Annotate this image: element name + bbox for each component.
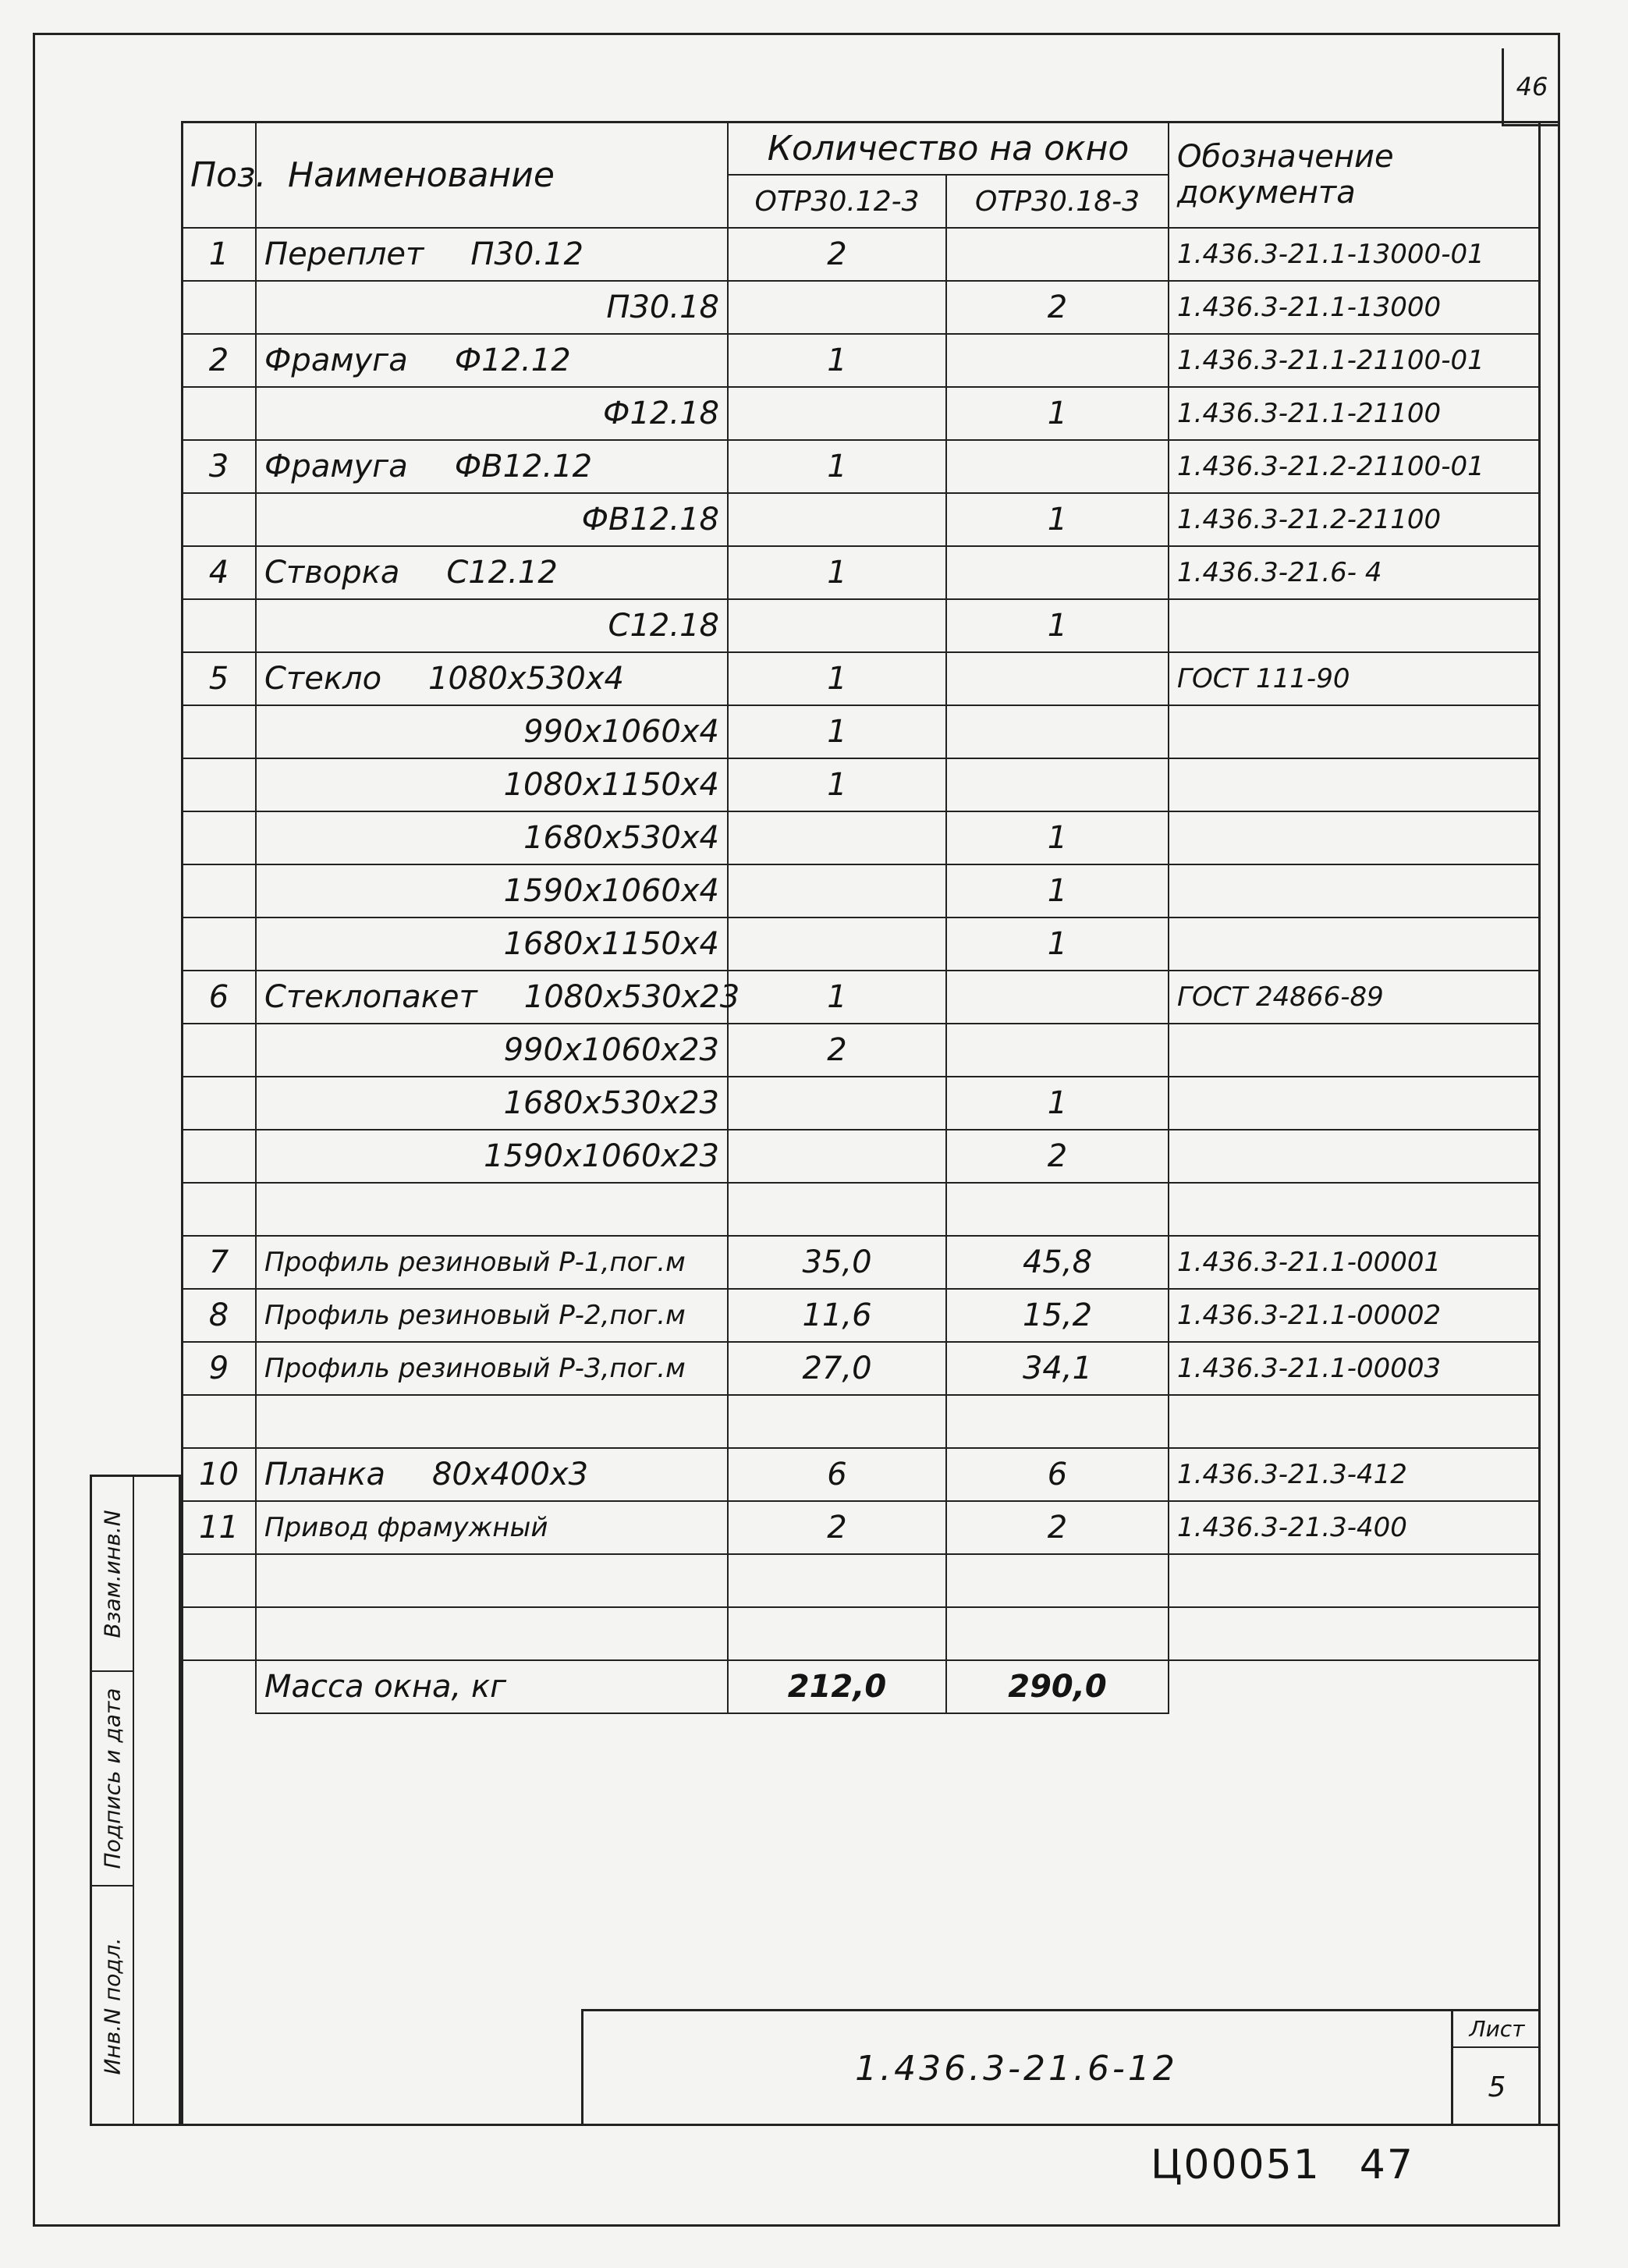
mass-q1: 212,0 bbox=[728, 1660, 946, 1713]
cell-qty-q1 bbox=[728, 281, 946, 334]
cell-qty-q2 bbox=[946, 971, 1169, 1024]
table-row bbox=[182, 1501, 1539, 1554]
item-mark: 1590x1060x23 bbox=[484, 1138, 719, 1174]
item-mark: 1590x1060x4 bbox=[503, 873, 719, 909]
table-row bbox=[182, 599, 1539, 652]
cell-qty-q1 bbox=[728, 599, 946, 652]
header-qty: Количество на окно bbox=[728, 122, 1169, 175]
table-row bbox=[182, 493, 1539, 546]
table-row bbox=[182, 228, 1539, 281]
table-row bbox=[182, 1607, 1539, 1660]
table-row bbox=[182, 1024, 1539, 1077]
cell-doc bbox=[1169, 1024, 1539, 1077]
specification-table bbox=[181, 121, 1540, 1714]
cell-pos bbox=[182, 387, 256, 440]
header-qty-col2: ОТР30.18-3 bbox=[946, 175, 1169, 228]
cell-doc: 1.436.3-21.1-21100 bbox=[1169, 387, 1539, 440]
header-pos: Поз. bbox=[182, 122, 256, 228]
table-row bbox=[182, 546, 1539, 599]
cell-doc: 1.436.3-21.1-00003 bbox=[1169, 1342, 1539, 1395]
cell-qty-q2: 2 bbox=[946, 281, 1169, 334]
cell-qty-q2 bbox=[946, 1024, 1169, 1077]
cell-pos bbox=[182, 1024, 256, 1077]
item-mark: ФВ12.12 bbox=[454, 449, 593, 484]
cell-doc: 1.436.3-21.3-412 bbox=[1169, 1448, 1539, 1501]
table-row bbox=[182, 971, 1539, 1024]
cell-doc bbox=[1169, 1183, 1539, 1236]
cell-doc bbox=[1169, 705, 1539, 758]
item-mark: 1680x530x23 bbox=[503, 1085, 719, 1121]
cell-doc bbox=[1169, 758, 1539, 811]
table-row bbox=[182, 334, 1539, 387]
cell-name bbox=[256, 1395, 728, 1448]
item-name: Стеклопакет bbox=[264, 979, 477, 1015]
item-name: Створка bbox=[264, 555, 400, 591]
cell-name bbox=[256, 652, 728, 705]
cell-pos bbox=[182, 1607, 256, 1660]
table-row bbox=[182, 705, 1539, 758]
cell-qty-q1 bbox=[728, 917, 946, 971]
cell-qty-q1: 27,0 bbox=[728, 1342, 946, 1395]
cell-pos bbox=[182, 1077, 256, 1130]
cell-doc bbox=[1169, 864, 1539, 917]
item-mark: ФВ12.18 bbox=[581, 502, 719, 538]
table-row bbox=[182, 864, 1539, 917]
cell-doc: 1.436.3-21.1-00001 bbox=[1169, 1236, 1539, 1289]
cell-pos: 2 bbox=[182, 334, 256, 387]
cell-name bbox=[256, 1130, 728, 1183]
cell-qty-q1: 1 bbox=[728, 334, 946, 387]
item-name: Стекло bbox=[264, 661, 382, 697]
cell-qty-q1: 1 bbox=[728, 546, 946, 599]
cell-pos bbox=[182, 864, 256, 917]
cell-name bbox=[256, 811, 728, 864]
item-name: Планка bbox=[264, 1457, 385, 1492]
cell-doc bbox=[1169, 1395, 1539, 1448]
cell-pos: 9 bbox=[182, 1342, 256, 1395]
cell-qty-q2: 2 bbox=[946, 1501, 1169, 1554]
cell-name bbox=[256, 1024, 728, 1077]
cell-qty-q2 bbox=[946, 1607, 1169, 1660]
cell-doc bbox=[1169, 599, 1539, 652]
cell-name bbox=[256, 599, 728, 652]
item-mark: 1080x530x23 bbox=[523, 979, 740, 1015]
header-doc: Обозначение документа bbox=[1169, 122, 1539, 228]
cell-doc bbox=[1169, 1554, 1539, 1607]
cell-pos: 1 bbox=[182, 228, 256, 281]
cell-qty-q2: 15,2 bbox=[946, 1289, 1169, 1342]
cell-pos: 5 bbox=[182, 652, 256, 705]
cell-qty-q2 bbox=[946, 440, 1169, 493]
cell-name bbox=[256, 1183, 728, 1236]
cell-name bbox=[256, 440, 728, 493]
cell-qty-q1 bbox=[728, 1395, 946, 1448]
cell-qty-q1: 35,0 bbox=[728, 1236, 946, 1289]
cell-qty-q2 bbox=[946, 1554, 1169, 1607]
item-name: Профиль резиновый Р-2,пог.м bbox=[264, 1300, 686, 1331]
cell-doc bbox=[1169, 1130, 1539, 1183]
cell-name bbox=[256, 387, 728, 440]
header-name: Наименование bbox=[256, 122, 728, 228]
item-mark: 1080x1150x4 bbox=[503, 767, 719, 803]
sidebar-cell-signature-date: Подпись и дата bbox=[92, 1672, 133, 1886]
cell-doc: 1.436.3-21.1-21100-01 bbox=[1169, 334, 1539, 387]
cell-qty-q2: 1 bbox=[946, 387, 1169, 440]
cell-name bbox=[256, 1448, 728, 1501]
cell-pos: 3 bbox=[182, 440, 256, 493]
cell-name bbox=[256, 493, 728, 546]
cell-qty-q1 bbox=[728, 387, 946, 440]
cell-qty-q2: 1 bbox=[946, 1077, 1169, 1130]
header-qty-col1: ОТР30.12-3 bbox=[728, 175, 946, 228]
cell-pos: 11 bbox=[182, 1501, 256, 1554]
table-row bbox=[182, 1077, 1539, 1130]
table-row bbox=[182, 652, 1539, 705]
cell-qty-q1: 1 bbox=[728, 971, 946, 1024]
cell-pos bbox=[182, 917, 256, 971]
cell-name bbox=[256, 705, 728, 758]
cell-qty-q1: 1 bbox=[728, 652, 946, 705]
cell-doc: ГОСТ 24866-89 bbox=[1169, 971, 1539, 1024]
cell-doc: 1.436.3-21.1-13000 bbox=[1169, 281, 1539, 334]
item-mark: Ф12.12 bbox=[454, 343, 571, 378]
cell-qty-q2 bbox=[946, 1395, 1169, 1448]
cell-pos bbox=[182, 811, 256, 864]
item-mark: 990x1060x23 bbox=[503, 1032, 719, 1068]
cell-qty-q2: 1 bbox=[946, 917, 1169, 971]
cell-name bbox=[256, 1342, 728, 1395]
cell-name bbox=[256, 864, 728, 917]
cell-qty-q2 bbox=[946, 228, 1169, 281]
cell-qty-q2 bbox=[946, 705, 1169, 758]
cell-qty-q2 bbox=[946, 334, 1169, 387]
cell-doc: ГОСТ 111-90 bbox=[1169, 652, 1539, 705]
cell-name bbox=[256, 1289, 728, 1342]
item-mark: 1680x530x4 bbox=[523, 820, 719, 856]
item-name: Привод фрамужный bbox=[264, 1512, 548, 1543]
cell-name bbox=[256, 917, 728, 971]
table-row bbox=[182, 1395, 1539, 1448]
cell-qty-q1 bbox=[728, 493, 946, 546]
cell-doc bbox=[1169, 811, 1539, 864]
table-row bbox=[182, 1554, 1539, 1607]
cell-qty-q1 bbox=[728, 1607, 946, 1660]
cell-doc: 1.436.3-21.1-13000-01 bbox=[1169, 228, 1539, 281]
cell-pos bbox=[182, 1554, 256, 1607]
document-code: 1.436.3-21.6-12 bbox=[855, 2049, 1178, 2089]
cell-qty-q2: 34,1 bbox=[946, 1342, 1169, 1395]
cell-qty-q2: 6 bbox=[946, 1448, 1169, 1501]
cell-pos bbox=[182, 1395, 256, 1448]
cell-qty-q1: 2 bbox=[728, 228, 946, 281]
table-row bbox=[182, 1448, 1539, 1501]
table-row bbox=[182, 1130, 1539, 1183]
cell-pos bbox=[182, 1130, 256, 1183]
cell-qty-q2 bbox=[946, 546, 1169, 599]
table-row bbox=[182, 440, 1539, 493]
cell-qty-q2 bbox=[946, 652, 1169, 705]
table-row bbox=[182, 917, 1539, 971]
item-mark: 1680x1150x4 bbox=[503, 926, 719, 962]
cell-name bbox=[256, 1077, 728, 1130]
item-name: Фрамуга bbox=[264, 343, 408, 378]
cell-doc: 1.436.3-21.3-400 bbox=[1169, 1501, 1539, 1554]
cell-doc: 1.436.3-21.6- 4 bbox=[1169, 546, 1539, 599]
archive-stamp bbox=[1151, 2142, 1414, 2188]
item-name: Профиль резиновый Р-3,пог.м bbox=[264, 1353, 686, 1384]
cell-qty-q2: 1 bbox=[946, 599, 1169, 652]
item-mark: 1080x530x4 bbox=[428, 661, 624, 697]
cell-name bbox=[256, 1554, 728, 1607]
title-block bbox=[581, 2009, 1538, 2126]
cell-qty-q2 bbox=[946, 758, 1169, 811]
item-mark: С12.18 bbox=[608, 608, 719, 644]
item-mark: П30.12 bbox=[470, 236, 583, 272]
cell-qty-q1: 11,6 bbox=[728, 1289, 946, 1342]
cell-qty-q1: 2 bbox=[728, 1024, 946, 1077]
mass-q2: 290,0 bbox=[946, 1660, 1169, 1713]
cell-qty-q1: 6 bbox=[728, 1448, 946, 1501]
sidebar-cell-original-inv: Инв.N подл. bbox=[99, 1937, 126, 2075]
item-mark: П30.18 bbox=[606, 289, 719, 325]
cell-name bbox=[256, 1607, 728, 1660]
sheet-box bbox=[1451, 2011, 1541, 2126]
sheet-label: Лист bbox=[1453, 2011, 1541, 2048]
item-name: Переплет bbox=[264, 236, 424, 272]
mass-row bbox=[182, 1660, 1539, 1713]
table-row bbox=[182, 387, 1539, 440]
cell-qty-q1 bbox=[728, 864, 946, 917]
cell-qty-q2: 45,8 bbox=[946, 1236, 1169, 1289]
cell-qty-q1: 1 bbox=[728, 705, 946, 758]
table-row bbox=[182, 1342, 1539, 1395]
cell-name bbox=[256, 758, 728, 811]
archive-page: 47 bbox=[1359, 2142, 1414, 2188]
item-mark: С12.12 bbox=[446, 555, 558, 591]
cell-name bbox=[256, 334, 728, 387]
corner-page-number: 46 bbox=[1502, 48, 1560, 126]
cell-qty-q2: 2 bbox=[946, 1130, 1169, 1183]
cell-pos bbox=[182, 493, 256, 546]
table-row bbox=[182, 281, 1539, 334]
archive-code: Ц00051 bbox=[1151, 2142, 1321, 2188]
table-row bbox=[182, 1236, 1539, 1289]
cell-qty-q1 bbox=[728, 1077, 946, 1130]
cell-qty-q2 bbox=[946, 1183, 1169, 1236]
cell-doc: 1.436.3-21.2-21100-01 bbox=[1169, 440, 1539, 493]
mass-label: Масса окна, кг bbox=[256, 1660, 728, 1713]
item-name: Фрамуга bbox=[264, 449, 408, 484]
cell-pos bbox=[182, 599, 256, 652]
cell-qty-q2: 1 bbox=[946, 811, 1169, 864]
cell-qty-q1 bbox=[728, 1130, 946, 1183]
cell-pos bbox=[182, 758, 256, 811]
cell-pos bbox=[182, 1183, 256, 1236]
cell-qty-q1 bbox=[728, 1554, 946, 1607]
cell-name bbox=[256, 546, 728, 599]
cell-doc: 1.436.3-21.1-00002 bbox=[1169, 1289, 1539, 1342]
cell-pos: 7 bbox=[182, 1236, 256, 1289]
cell-doc bbox=[1169, 917, 1539, 971]
cell-name bbox=[256, 228, 728, 281]
table-row bbox=[182, 758, 1539, 811]
table-row bbox=[182, 1183, 1539, 1236]
cell-pos bbox=[182, 705, 256, 758]
cell-qty-q2: 1 bbox=[946, 493, 1169, 546]
cell-pos: 6 bbox=[182, 971, 256, 1024]
cell-qty-q1 bbox=[728, 811, 946, 864]
item-mark: Ф12.18 bbox=[603, 396, 719, 431]
cell-doc: 1.436.3-21.2-21100 bbox=[1169, 493, 1539, 546]
cell-doc bbox=[1169, 1077, 1539, 1130]
item-mark: 80x400x3 bbox=[431, 1457, 589, 1492]
sidebar-cell-replaced-inv: Взам.инв.N bbox=[92, 1477, 133, 1672]
cell-name bbox=[256, 281, 728, 334]
cell-pos: 4 bbox=[182, 546, 256, 599]
cell-qty-q1: 2 bbox=[728, 1501, 946, 1554]
cell-qty-q1: 1 bbox=[728, 758, 946, 811]
item-mark: 990x1060x4 bbox=[523, 714, 719, 750]
cell-pos: 8 bbox=[182, 1289, 256, 1342]
cell-doc bbox=[1169, 1607, 1539, 1660]
cell-name bbox=[256, 971, 740, 1024]
item-name: Профиль резиновый Р-1,пог.м bbox=[264, 1247, 686, 1278]
approval-sidebar bbox=[90, 1475, 181, 2126]
cell-pos bbox=[182, 281, 256, 334]
cell-pos: 10 bbox=[182, 1448, 256, 1501]
table-row bbox=[182, 1289, 1539, 1342]
cell-qty-q2: 1 bbox=[946, 864, 1169, 917]
cell-name bbox=[256, 1236, 728, 1289]
cell-qty-q1: 1 bbox=[728, 440, 946, 493]
cell-qty-q1 bbox=[728, 1183, 946, 1236]
table-row bbox=[182, 811, 1539, 864]
cell-name bbox=[256, 1501, 728, 1554]
sheet-number: 5 bbox=[1488, 2071, 1506, 2103]
